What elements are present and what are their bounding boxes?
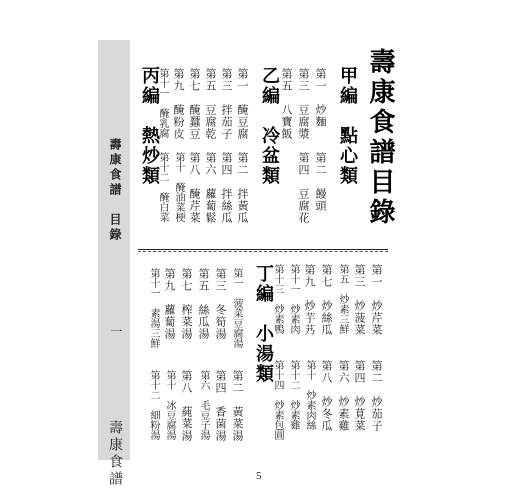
running-title: 壽康食譜 目錄 [108, 138, 122, 243]
list-item: 第三 冬筍湯 [214, 268, 227, 340]
list-item: 第七 醃蠶豆 [188, 68, 201, 140]
list-item: 第三 拌茄子 [220, 68, 233, 140]
list-item: 第十一 炒素肉 [288, 264, 299, 334]
list-item: 第一 炒芹菜 [370, 264, 383, 336]
list-item: 第二 黃菜湯 [231, 370, 244, 442]
section-heading-ding: 丁編 小湯類 [253, 264, 274, 384]
section-divider-dashed [138, 251, 388, 252]
list-item: 第九 蘿蔔湯 [163, 268, 176, 340]
list-item: 第二 炒茄子 [370, 360, 383, 432]
list-item: 第八 炒冬瓜 [320, 360, 333, 432]
list-item: 第四 炒莧菜 [353, 360, 366, 432]
gutter-book-name: 壽康食譜 [107, 420, 123, 488]
section-heading-jia: 甲編 點心類 [337, 66, 358, 186]
page-number: 5 [256, 470, 262, 482]
list-item: 第六 毛豆子湯 [198, 370, 209, 440]
list-item: 第十 醃油菜梗 [173, 152, 184, 222]
list-item: 第五 絲瓜湯 [197, 268, 210, 340]
list-item: 第七 炒絲瓜 [320, 264, 333, 336]
list-item: 第九 炒芋艿 [303, 264, 316, 336]
list-item: 第三 豆腐漿 [297, 68, 310, 140]
list-item: 第一 炒麵 [314, 68, 327, 128]
section-heading-yi: 乙編 冷盆類 [259, 66, 280, 186]
list-item: 第五 八寶飯 [280, 68, 293, 140]
list-item: 第二 拌黃瓜 [236, 152, 249, 224]
list-item: 第五 炒素三鮮 [337, 264, 348, 334]
list-item: 第八 蒓菜湯 [180, 370, 193, 442]
list-item: 第四 香菌湯 [214, 370, 227, 442]
section-divider [138, 249, 388, 250]
list-item: 第六 炒素雞 [337, 360, 350, 432]
list-item: 第一 醃豆腐 [236, 68, 249, 140]
list-item: 第十一 醃乳腐 [157, 68, 168, 138]
list-item: 第十 冰豆腐湯 [164, 370, 175, 440]
page-gutter [98, 40, 130, 488]
list-item: 第十二 炒素雞 [288, 360, 299, 430]
list-item: 第八 醃芹菜 [188, 152, 201, 224]
list-item: 第十 炒素肉絲 [304, 360, 315, 430]
list-item: 第十二 細粉湯 [148, 370, 159, 440]
list-item: 第二 饅頭 [314, 152, 327, 212]
list-item: 第五 豆腐乾 [204, 68, 217, 140]
list-item: 第三 炒菠菜 [353, 264, 366, 336]
list-item: 第九 醃粉皮 [172, 68, 185, 140]
list-item: 第十二 醃白菜 [157, 152, 168, 222]
list-item: 第一 菠菜豆腐湯 [231, 268, 242, 348]
section-heading-bing: 丙編 熱炒類 [139, 66, 160, 186]
list-item: 第七 榨菜湯 [180, 268, 193, 340]
list-item: 第十四 炒素包圓 [272, 360, 283, 440]
list-item: 第六 蘿蔔鬆 [204, 152, 217, 224]
gutter-mark: 一 [109, 325, 123, 337]
list-item: 第四 拌絲瓜 [220, 152, 233, 224]
list-item: 第十三 炒素鴨 [272, 264, 283, 334]
list-item: 第四 豆腐花 [297, 152, 310, 224]
page-title: 壽康食譜目錄 [365, 48, 395, 228]
list-item: 第十一 素湯三鮮 [148, 268, 159, 348]
